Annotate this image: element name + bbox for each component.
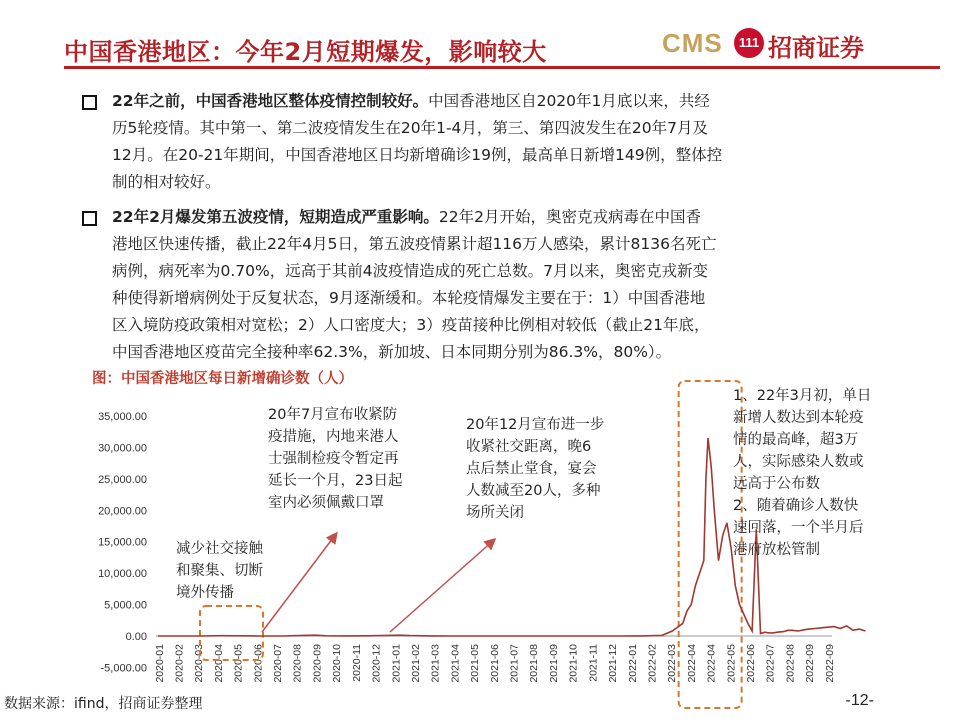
x-tick-label: 2022-05	[725, 644, 738, 683]
annotation-line: 和聚集、切断	[176, 563, 263, 579]
x-tick-label: 2021-08	[528, 644, 541, 683]
x-tick-label: 2020-12	[370, 644, 383, 683]
x-tick-label: 2020-10	[331, 644, 344, 683]
logo-badge-icon: 111	[734, 28, 764, 58]
y-tick-label: 35,000.00	[98, 410, 147, 423]
bullet-1-line-4: 制的相对较好。	[112, 173, 221, 191]
bullet-2-line-5: 区入境防疫政策相对宽松；2）人口密度大；3）疫苗接种比例相对较低（截止21年底，	[112, 316, 710, 334]
annotation-line: 1、22年3月初，单日	[733, 388, 872, 404]
x-tick-label: 2021-04	[449, 644, 462, 683]
annotation-line: 士强制检疫令暂定再	[268, 451, 399, 467]
annotation-jul-2020	[268, 404, 402, 514]
annotation-line: 速回落，一个半月后	[733, 520, 864, 536]
annotation-peak-2022	[733, 385, 871, 561]
x-tick-label: 2021-10	[567, 644, 580, 683]
x-tick-label: 2021-03	[429, 644, 442, 683]
y-tick-label: 10,000.00	[98, 568, 147, 581]
annotation-early-2020	[176, 538, 263, 604]
x-tick-label: 2022-09	[823, 644, 836, 683]
logo-cms-text: CMS	[662, 28, 723, 58]
bullet-2-line-6: 中国香港地区疫苗完全接种率62.3%，新加坡、日本同期分别为86.3%，80%）。	[112, 343, 672, 361]
x-tick-label: 2021-06	[488, 644, 501, 683]
annotation-line: 延长一个月，23日起	[268, 473, 403, 489]
x-tick-label: 2020-06	[252, 644, 265, 683]
annotation-line: 港府放松管制	[733, 542, 820, 558]
x-tick-label: 2022-01	[626, 644, 639, 683]
annotation-line: 20年7月宣布收紧防	[268, 407, 398, 423]
x-tick-label: 2022-08	[784, 644, 797, 683]
x-tick-label: 2022-06	[745, 644, 758, 683]
x-tick-label: 2021-01	[390, 644, 403, 683]
x-tick-label: 2021-09	[547, 644, 560, 683]
x-tick-label: 2020-02	[173, 644, 186, 683]
y-tick-label: 15,000.00	[98, 536, 147, 549]
annotation-line: 20年12月宣布进一步	[466, 417, 605, 433]
page-title: 中国香港地区：今年2月短期爆发，影响较大	[64, 38, 547, 66]
figure-title: 图：中国香港地区每日新增确诊数（人）	[92, 371, 353, 387]
annotation-line: 人数减至20人，多种	[466, 483, 601, 499]
x-tick-label: 2020-04	[212, 644, 225, 683]
x-tick-label: 2020-03	[193, 644, 206, 683]
x-tick-label: 2022-04	[685, 644, 698, 683]
annotation-line: 2、随着确诊人数快	[733, 498, 859, 514]
x-tick-label: 2022-07	[764, 644, 777, 683]
bullet-2-text: 22年2月开始，奥密克戎病毒在中国香	[438, 208, 701, 226]
annotation-line: 新增人数达到本轮疫	[733, 410, 864, 426]
y-tick-label: 0.00	[125, 631, 147, 643]
bullet-2-line-4: 种使得新增病例处于反复状态，9月逐渐缓和。本轮疫情爆发主要在于：1）中国香港地	[112, 289, 706, 307]
bullet-1-line-2: 历5轮疫情。其中第一、第二波疫情发生在20年1-4月，第三、第四波发生在20年7月及	[112, 119, 708, 137]
annotation-arrow-dec-2020	[390, 540, 494, 632]
x-tick-label: 2021-02	[409, 644, 422, 683]
bullet-2-line-3: 病例，病死率为0.70%，远高于其前4波疫情造成的死亡总数。7月以来，奥密克戎新变	[112, 262, 708, 280]
annotation-arrow-jul-2020	[262, 534, 336, 632]
y-axis-ticks	[98, 411, 147, 674]
bullet-2-lead: 22年2月爆发第五波疫情，短期造成严重影响。	[112, 208, 439, 226]
x-tick-label: 2021-11	[587, 644, 600, 682]
bullet-1-lead: 22年之前，中国香港地区整体疫情控制较好。	[112, 92, 429, 110]
x-tick-label: 2020-09	[311, 644, 324, 683]
x-tick-label: 2022-03	[666, 644, 679, 683]
annotation-line: 人，实际感染人数或	[733, 454, 864, 470]
annotation-dec-2020	[466, 414, 604, 524]
x-tick-label: 2021-05	[469, 644, 482, 683]
x-tick-label: 2020-01	[153, 644, 166, 683]
x-tick-label: 2020-07	[272, 644, 285, 683]
page-number: -12-	[845, 692, 874, 709]
annotation-line: 境外传播	[176, 585, 234, 601]
x-tick-label: 2022-04	[705, 644, 718, 683]
x-tick-label: 2022-02	[646, 644, 659, 683]
annotation-line: 室内必须佩戴口罩	[268, 495, 384, 511]
bullet-2-line-2: 港地区快速传播，截止22年4月5日，第五波疫情累计超116万人感染，累计8136名死亡	[112, 235, 717, 253]
bullet-1-line-3: 12月。在20-21年期间，中国香港地区日均新增确诊19例，最高单日新增149例，整体控	[112, 146, 723, 164]
x-tick-label: 2020-08	[291, 644, 304, 683]
x-axis-ticks	[154, 644, 836, 683]
annotation-line: 点后禁止堂食，宴会	[466, 461, 597, 477]
y-tick-label: 25,000.00	[98, 473, 147, 486]
logo-chinese-text: 招商证券	[768, 34, 864, 62]
x-tick-label: 2021-07	[508, 644, 521, 683]
y-tick-label: 20,000.00	[98, 505, 147, 518]
bullet-1-text: 中国香港地区自2020年1月底以来，共经	[428, 92, 710, 110]
y-tick-label: 5,000.00	[104, 599, 147, 612]
x-tick-label: 2020-05	[232, 644, 245, 683]
data-source-note: 数据来源：ifind，招商证券整理	[4, 696, 203, 712]
x-tick-label: 2020-11	[350, 644, 363, 682]
y-tick-label: 30,000.00	[98, 442, 147, 455]
annotation-line: 减少社交接触	[176, 541, 263, 557]
annotation-line: 远高于公布数	[733, 476, 820, 492]
annotation-line: 疫措施，内地来港人	[268, 429, 399, 445]
x-tick-label: 2022-09	[804, 644, 817, 683]
annotation-line: 收紧社交距离，晚6	[466, 439, 592, 455]
y-tick-label: -5,000.00	[100, 662, 147, 675]
x-tick-label: 2021-12	[607, 644, 620, 683]
annotation-line: 情的最高峰，超3万	[733, 432, 859, 448]
annotation-line: 场所关闭	[466, 505, 524, 521]
